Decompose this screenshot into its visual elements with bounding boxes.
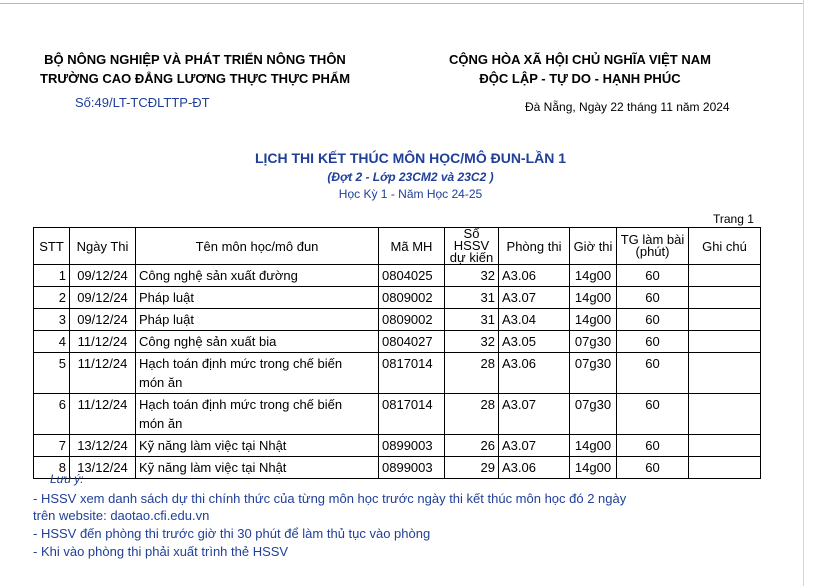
table-row — [34, 309, 761, 331]
header-subject: Tên môn học/mô đun — [136, 228, 379, 265]
cell-time: 14g00 — [570, 309, 617, 331]
cell-stt: 7 — [34, 435, 70, 457]
schedule-subtitle: (Đợt 2 - Lớp 23CM2 và 23C2 ) — [327, 170, 494, 184]
cell-note — [689, 435, 761, 457]
cell-code: 0899003 — [379, 457, 445, 479]
cell-count: 29 — [445, 457, 499, 479]
table-row — [34, 394, 761, 435]
school-name: TRƯỜNG CAO ĐẲNG LƯƠNG THỰC THỰC PHẨM — [40, 71, 351, 86]
cell-stt: 6 — [34, 394, 70, 435]
header-duration — [617, 228, 689, 265]
cell-time: 14g00 — [570, 287, 617, 309]
top-border-line — [0, 3, 803, 4]
cell-subject: Kỹ năng làm việc tại Nhật — [136, 457, 379, 479]
cell-note — [689, 353, 761, 394]
place-date: Đà Nẵng, Ngày 22 tháng 11 năm 2024 — [525, 100, 730, 114]
cell-subject — [136, 394, 379, 435]
table-row — [34, 457, 761, 479]
cell-note — [689, 265, 761, 287]
cell-duration: 60 — [617, 331, 689, 353]
table-header-row — [34, 228, 761, 265]
header-date: Ngày Thi — [70, 228, 136, 265]
cell-subject-line2: món ăn — [139, 375, 183, 390]
header-count-line2: dự kiến — [449, 250, 494, 265]
table-row — [34, 265, 761, 287]
cell-duration: 60 — [617, 435, 689, 457]
cell-note — [689, 331, 761, 353]
cell-stt: 4 — [34, 331, 70, 353]
cell-room: A3.06 — [499, 457, 570, 479]
cell-room: A3.06 — [499, 265, 570, 287]
cell-stt: 2 — [34, 287, 70, 309]
header-stt: STT — [34, 228, 70, 265]
note-line-2: trên website: daotao.cfi.edu.vn — [33, 508, 210, 523]
national-motto: ĐỘC LẬP - TỰ DO - HẠNH PHÚC — [479, 71, 681, 86]
table-row — [34, 287, 761, 309]
cell-date: 11/12/24 — [70, 394, 136, 435]
cell-room: A3.07 — [499, 394, 570, 435]
page-number: Trang 1 — [713, 212, 754, 226]
cell-subject-line1: Hạch toán định mức trong chế biến — [139, 397, 343, 412]
cell-subject-line2: món ăn — [139, 416, 183, 431]
notes-label: Lưu ý: — [50, 472, 84, 486]
table-row — [34, 435, 761, 457]
cell-date: 13/12/24 — [70, 435, 136, 457]
table-row — [34, 331, 761, 353]
cell-stt: 8 — [34, 457, 70, 479]
document-number: Số:49/LT-TCĐLTTP-ĐT — [75, 95, 210, 110]
cell-duration: 60 — [617, 265, 689, 287]
cell-note — [689, 457, 761, 479]
cell-room: A3.04 — [499, 309, 570, 331]
cell-time: 14g00 — [570, 457, 617, 479]
cell-code: 0809002 — [379, 287, 445, 309]
cell-note — [689, 287, 761, 309]
cell-time: 07g30 — [570, 331, 617, 353]
cell-date: 09/12/24 — [70, 309, 136, 331]
cell-duration: 60 — [617, 457, 689, 479]
cell-code: 0817014 — [379, 394, 445, 435]
cell-stt: 1 — [34, 265, 70, 287]
cell-subject: Công nghệ sản xuất bia — [136, 331, 379, 353]
cell-time: 14g00 — [570, 435, 617, 457]
header-code: Mã MH — [379, 228, 445, 265]
cell-subject — [136, 353, 379, 394]
cell-room: A3.05 — [499, 331, 570, 353]
cell-subject-line1: Hạch toán định mức trong chế biến — [139, 356, 343, 371]
cell-subject: Công nghệ sản xuất đường — [136, 265, 379, 287]
cell-count: 32 — [445, 331, 499, 353]
cell-time: 07g30 — [570, 353, 617, 394]
cell-code: 0899003 — [379, 435, 445, 457]
cell-subject: Pháp luật — [136, 287, 379, 309]
cell-code: 0804025 — [379, 265, 445, 287]
note-line-1: - HSSV xem danh sách dự thi chính thức của từng môn học trước ngày thi kết thúc môn học đó 2 ngày — [33, 491, 627, 506]
table-row — [34, 353, 761, 394]
cell-count: 28 — [445, 353, 499, 394]
cell-duration: 60 — [617, 394, 689, 435]
cell-room: A3.07 — [499, 435, 570, 457]
cell-date: 09/12/24 — [70, 287, 136, 309]
exam-schedule-table — [33, 227, 761, 479]
cell-count: 32 — [445, 265, 499, 287]
cell-code: 0804027 — [379, 331, 445, 353]
cell-subject: Kỹ năng làm việc tại Nhật — [136, 435, 379, 457]
note-line-4: - Khi vào phòng thi phải xuất trình thẻ HSSV — [33, 544, 289, 559]
schedule-title: LỊCH THI KẾT THÚC MÔN HỌC/MÔ ĐUN-LẦN 1 — [254, 150, 567, 166]
school-term: Học Kỳ 1 - Năm Học 24-25 — [338, 187, 483, 201]
cell-stt: 3 — [34, 309, 70, 331]
cell-date: 11/12/24 — [70, 331, 136, 353]
cell-count: 26 — [445, 435, 499, 457]
cell-stt: 5 — [34, 353, 70, 394]
cell-duration: 60 — [617, 353, 689, 394]
ministry-name: BỘ NÔNG NGHIỆP VÀ PHÁT TRIỂN NÔNG THÔN — [44, 52, 346, 67]
header-time: Giờ thi — [570, 228, 617, 265]
cell-time: 07g30 — [570, 394, 617, 435]
header-count-line1: Số HSSV — [453, 226, 490, 253]
cell-note — [689, 309, 761, 331]
cell-duration: 60 — [617, 309, 689, 331]
cell-count: 31 — [445, 287, 499, 309]
header-duration-line2: (phút) — [635, 244, 670, 259]
cell-room: A3.06 — [499, 353, 570, 394]
cell-code: 0817014 — [379, 353, 445, 394]
cell-date: 13/12/24 — [70, 457, 136, 479]
cell-subject: Pháp luật — [136, 309, 379, 331]
cell-duration: 60 — [617, 287, 689, 309]
cell-code: 0809002 — [379, 309, 445, 331]
header-duration-line1: TG làm bài — [620, 232, 685, 247]
cell-count: 28 — [445, 394, 499, 435]
header-student-count — [445, 228, 499, 265]
cell-note — [689, 394, 761, 435]
cell-count: 31 — [445, 309, 499, 331]
note-line-3: - HSSV đến phòng thi trước giờ thi 30 phút để làm thủ tục vào phòng — [33, 526, 431, 541]
page-right-edge — [803, 0, 815, 586]
cell-date: 09/12/24 — [70, 265, 136, 287]
header-room: Phòng thi — [499, 228, 570, 265]
cell-room: A3.07 — [499, 287, 570, 309]
republic-name: CỘNG HÒA XÃ HỘI CHỦ NGHĨA VIỆT NAM — [449, 52, 711, 67]
header-note: Ghi chú — [689, 228, 761, 265]
cell-date: 11/12/24 — [70, 353, 136, 394]
cell-time: 14g00 — [570, 265, 617, 287]
